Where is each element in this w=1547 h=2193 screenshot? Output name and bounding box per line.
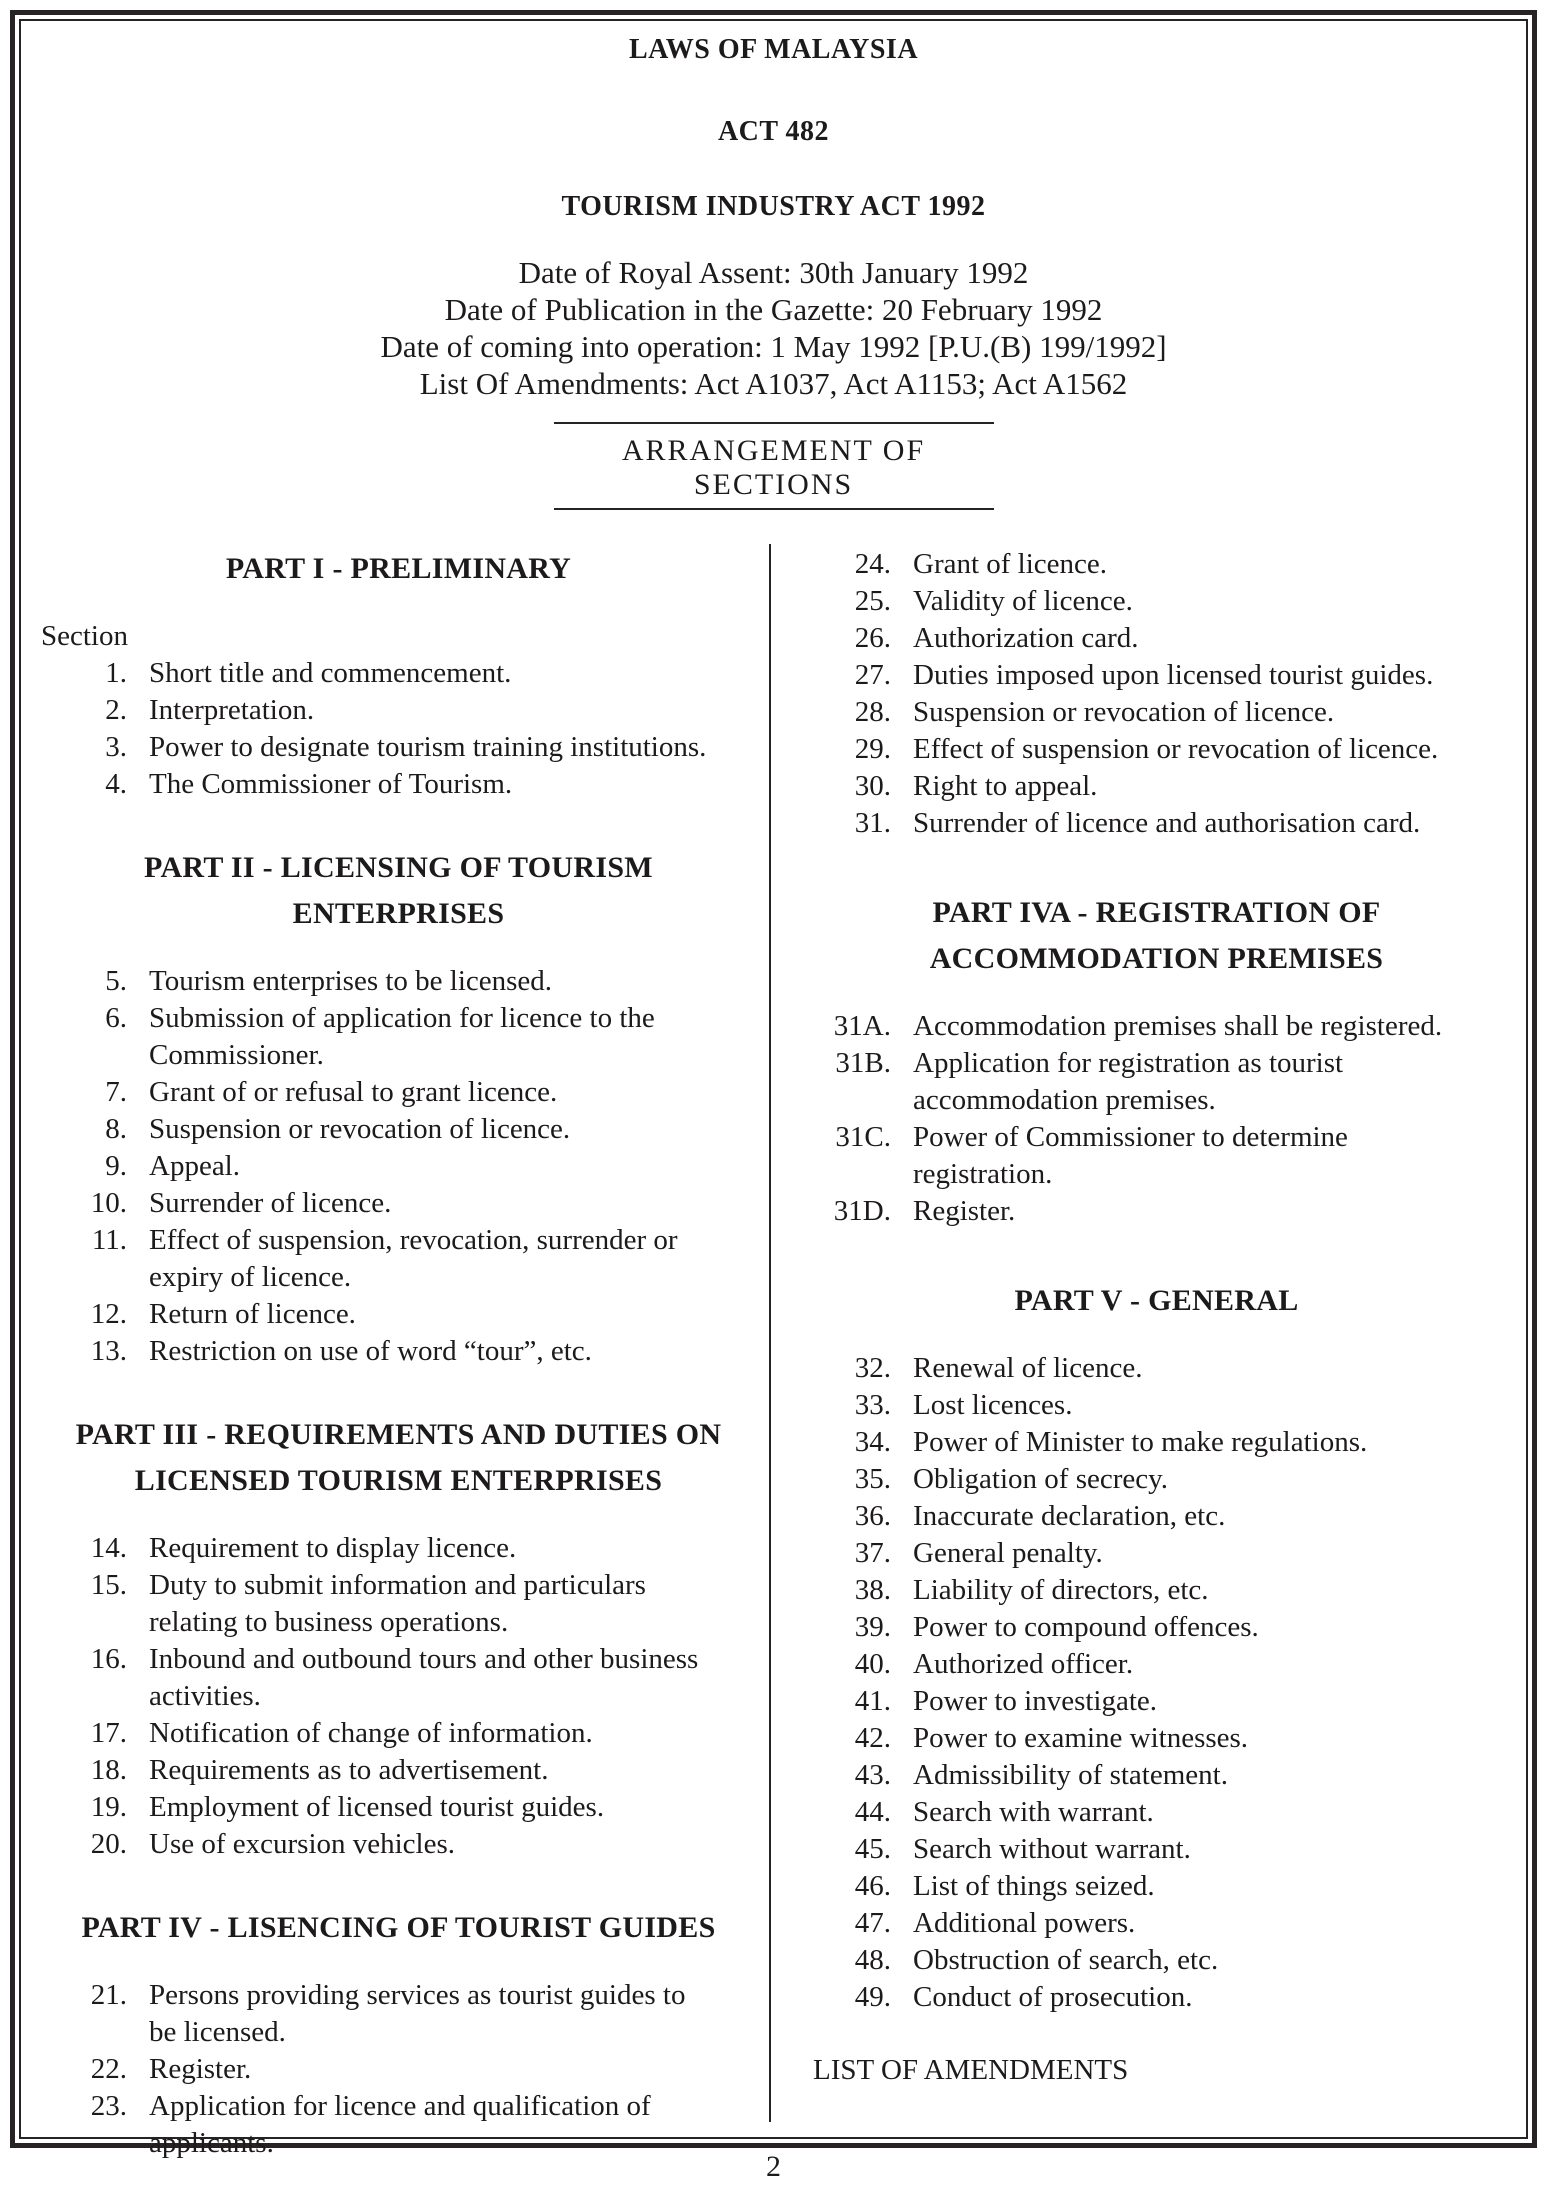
part-heading [41,1905,756,1951]
section-title: Power to compound offences. [913,1611,1259,1643]
section-number: 31C. [835,1121,891,1153]
section-item [791,1498,1522,1535]
section-number: 15. [90,1569,127,1601]
section-item [41,766,756,803]
section-title: Effect of suspension, revocation, surrender or expiry of licence. [149,1224,678,1293]
section-item [791,1119,1522,1193]
section-title: Employment of licensed tourist guides. [149,1791,605,1823]
section-title: Power to investigate. [913,1685,1158,1717]
section-title: Power to examine witnesses. [913,1722,1249,1754]
section-number: 12. [90,1298,127,1330]
right-column [770,538,1526,2162]
section-title: Grant of or refusal to grant licence. [149,1076,558,1108]
section-item [791,1424,1522,1461]
section-number: 30. [854,770,891,802]
section-title: Obstruction of search, etc. [913,1944,1219,1976]
section-item [41,1826,756,1863]
section-item [791,1193,1522,1230]
section-number: 45. [854,1833,891,1865]
section-title: Return of licence. [149,1298,356,1330]
part-heading [791,1278,1522,1324]
section-item [791,1008,1522,1045]
section-number: 29. [854,733,891,765]
section-item [791,620,1522,657]
meta-line: List Of Amendments: Act A1037, Act A1153; Act A1562 [419,366,1128,401]
section-number: 7. [105,1076,127,1108]
section-number: 48. [854,1944,891,1976]
section-item [791,1572,1522,1609]
section-item [41,1148,756,1185]
section-title: Restriction on use of word “tour”, etc. [149,1335,592,1367]
law-title: LAWS OF MALAYSIA [628,34,919,65]
section-item [791,1942,1522,1979]
section-title: Appeal. [149,1150,240,1182]
section-title: Duty to submit information and particulars relating to business operations. [149,1569,646,1638]
left-column [21,538,770,2162]
section-title: Right to appeal. [913,770,1098,802]
section-number: 6. [105,1002,127,1034]
section-item [41,1222,756,1296]
section-title: Interpretation. [149,694,315,726]
page-content [21,21,1526,2159]
section-number: 10. [90,1187,127,1219]
section-item [791,1757,1522,1794]
section-title: Effect of suspension or revocation of licence. [913,733,1439,765]
section-item [41,729,756,766]
section-number: 38. [854,1574,891,1606]
section-item [41,1000,756,1074]
section-number: 41. [854,1685,891,1717]
section-title: Application for licence and qualification of applicants. [149,2090,651,2159]
section-number: 34. [854,1426,891,1458]
section-title: Inaccurate declaration, etc. [913,1500,1226,1532]
section-number: 32. [854,1352,891,1384]
section-title: Renewal of licence. [913,1352,1143,1384]
section-title: Grant of licence. [913,548,1108,580]
section-number: 26. [854,622,891,654]
section-item [791,1720,1522,1757]
section-title: Submission of application for licence to the Commissioner. [149,1002,655,1071]
section-item [41,692,756,729]
section-title: Register. [149,2053,252,2085]
section-number: 19. [90,1791,127,1823]
part-heading-line: LICENSED TOURISM ENTERPRISES [134,1464,663,1497]
section-item [41,2051,756,2088]
section-item [791,583,1522,620]
section-number: 17. [90,1717,127,1749]
section-title: Search without warrant. [913,1833,1191,1865]
section-number: 14. [90,1532,127,1564]
section-item [41,1789,756,1826]
section-title: The Commissioner of Tourism. [149,768,513,800]
section-item [791,805,1522,842]
section-item [791,1868,1522,1905]
section-item [41,1752,756,1789]
section-title: Suspension or revocation of licence. [149,1113,571,1145]
section-number: 35. [854,1463,891,1495]
section-number: 13. [90,1335,127,1367]
meta-line: Date of Publication in the Gazette: 20 February 1992 [444,292,1103,327]
section-item [791,1350,1522,1387]
section-number: 39. [854,1611,891,1643]
section-item [791,1794,1522,1831]
section-item [791,1045,1522,1119]
section-item [791,731,1522,768]
section-number: 31A. [833,1010,891,1042]
section-title: Additional powers. [913,1907,1136,1939]
section-item [791,1683,1522,1720]
section-title: Short title and commencement. [149,657,512,689]
section-title: Admissibility of statement. [913,1759,1228,1791]
section-title: Requirements as to advertisement. [149,1754,549,1786]
section-item [41,1296,756,1333]
section-number: 46. [854,1870,891,1902]
section-number: 11. [91,1224,127,1256]
part-heading-line: PART IV - LISENCING OF TOURIST GUIDES [81,1911,716,1944]
section-number: 2. [105,694,127,726]
section-item [41,1530,756,1567]
section-item [41,1567,756,1641]
section-number: 20. [90,1828,127,1860]
section-number: 31B. [835,1047,891,1079]
section-number: 5. [105,965,127,997]
section-label: Section [41,620,128,652]
section-title: Liability of directors, etc. [913,1574,1209,1606]
section-number: 43. [854,1759,891,1791]
section-number: 23. [90,2090,127,2122]
section-number: 37. [854,1537,891,1569]
section-number: 25. [854,585,891,617]
section-number: 47. [854,1907,891,1939]
part-heading-line: PART I - PRELIMINARY [225,552,572,585]
section-item [791,1979,1522,2016]
section-number: 9. [105,1150,127,1182]
part-heading-line: ENTERPRISES [292,897,505,930]
section-item [41,1641,756,1715]
section-number: 31. [854,807,891,839]
section-title: Requirement to display licence. [149,1532,517,1564]
section-title: Validity of licence. [913,585,1133,617]
part-heading [41,845,756,937]
section-item [791,768,1522,805]
section-item [791,694,1522,731]
section-item [791,546,1522,583]
section-item [41,1185,756,1222]
section-number: 24. [854,548,891,580]
section-number: 49. [854,1981,891,2013]
section-title: Use of excursion vehicles. [149,1828,456,1860]
section-title: Power of Commissioner to determine registration. [913,1121,1348,1190]
section-item [791,1461,1522,1498]
act-number: ACT 482 [717,116,830,147]
part-heading-line: PART II - LICENSING OF TOURISM [144,851,653,884]
section-title: Suspension or revocation of licence. [913,696,1335,728]
page-number: 2 [766,2150,781,2183]
section-number: 21. [90,1979,127,2011]
section-title: List of things seized. [913,1870,1155,1902]
section-number: 18. [90,1754,127,1786]
section-item [791,1831,1522,1868]
section-item [791,1905,1522,1942]
section-item [41,655,756,692]
section-number: 4. [105,768,127,800]
arrangement-heading: ARRANGEMENT OF SECTIONS [554,422,994,510]
section-title: General penalty. [913,1537,1103,1569]
sections-columns [21,538,1526,2162]
section-item [41,1977,756,2051]
section-title: Inbound and outbound tours and other business activities. [149,1643,699,1712]
part-heading-line: PART V - GENERAL [1014,1284,1299,1317]
section-title: Power to designate tourism training institutions. [149,731,707,763]
section-item [41,1715,756,1752]
section-number: 3. [105,731,127,763]
section-number: 44. [854,1796,891,1828]
section-number: 31D. [833,1195,891,1227]
section-title: Accommodation premises shall be registered. [913,1010,1443,1042]
section-item [791,1387,1522,1424]
section-title: Authorization card. [913,622,1139,654]
section-title: Conduct of prosecution. [913,1981,1193,2013]
section-number: 40. [854,1648,891,1680]
section-title: Authorized officer. [913,1648,1134,1680]
section-title: Obligation of secrecy. [913,1463,1168,1495]
part-heading-line: PART III - REQUIREMENTS AND DUTIES ON [75,1418,722,1451]
section-title: Register. [913,1195,1016,1227]
part-heading [791,890,1522,982]
meta-line: Date of coming into operation: 1 May 1992 [P.U.(B) 199/1992] [380,329,1167,364]
section-number: 22. [90,2053,127,2085]
section-item [791,1535,1522,1572]
section-title: Search with warrant. [913,1796,1154,1828]
section-number: 33. [854,1389,891,1421]
section-item [791,657,1522,694]
meta-block [21,254,1526,402]
part-heading [41,546,756,592]
section-number: 28. [854,696,891,728]
section-number: 36. [854,1500,891,1532]
section-title: Surrender of licence and authorisation card. [913,807,1421,839]
section-number: 42. [854,1722,891,1754]
section-title: Persons providing services as tourist guides to be licensed. [149,1979,686,2048]
section-title: Duties imposed upon licensed tourist guides. [913,659,1434,691]
part-heading-line: PART IVA - REGISTRATION OF [932,896,1381,929]
meta-line: Date of Royal Assent: 30th January 1992 [518,255,1029,290]
section-item [41,1333,756,1370]
section-title: Tourism enterprises to be licensed. [149,965,553,997]
section-number: 16. [90,1643,127,1675]
part-heading [41,1412,756,1504]
section-item [41,963,756,1000]
act-title: TOURISM INDUSTRY ACT 1992 [561,191,986,222]
section-title: Lost licences. [913,1389,1073,1421]
section-item [41,1111,756,1148]
section-title: Surrender of licence. [149,1187,392,1219]
section-title: Notification of change of information. [149,1717,593,1749]
section-number: 8. [105,1113,127,1145]
section-item [791,1646,1522,1683]
list-of-amendments: LIST OF AMENDMENTS [813,2054,1129,2086]
section-item [41,1074,756,1111]
section-number: 27. [854,659,891,691]
section-item [791,1609,1522,1646]
column-divider [769,544,771,2122]
section-title: Power of Minister to make regulations. [913,1426,1368,1458]
part-heading-line: ACCOMMODATION PREMISES [929,942,1384,975]
section-number: 1. [105,657,127,689]
section-title: Application for registration as tourist accommodation premises. [913,1047,1344,1116]
